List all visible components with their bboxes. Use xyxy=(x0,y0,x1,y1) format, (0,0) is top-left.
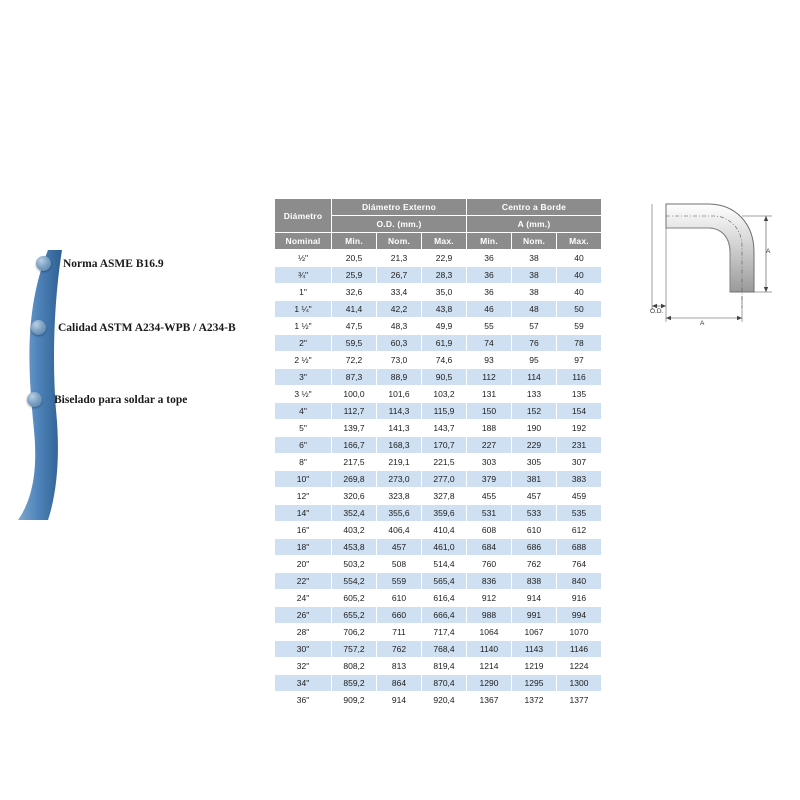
cell-value: 115,9 xyxy=(422,403,467,420)
cell-value: 190 xyxy=(512,420,557,437)
cell-value: 150 xyxy=(467,403,512,420)
cell-value: 143,7 xyxy=(422,420,467,437)
cell-value: 1300 xyxy=(557,675,602,692)
cell-value: 166,7 xyxy=(332,437,377,454)
cell-value: 764 xyxy=(557,556,602,573)
table-row xyxy=(275,284,602,301)
cell-value: 909,2 xyxy=(332,692,377,709)
cell-value: 112,7 xyxy=(332,403,377,420)
cell-value: 93 xyxy=(467,352,512,369)
cell-value: 914 xyxy=(512,590,557,607)
cell-value: 50 xyxy=(557,301,602,318)
cell-value: 684 xyxy=(467,539,512,556)
cell-value: 141,3 xyxy=(377,420,422,437)
cell-value: 303 xyxy=(467,454,512,471)
cell-nominal: 3" xyxy=(275,369,332,386)
cell-value: 1295 xyxy=(512,675,557,692)
table-row xyxy=(275,335,602,352)
cell-value: 859,2 xyxy=(332,675,377,692)
cell-value: 221,5 xyxy=(422,454,467,471)
cell-value: 1214 xyxy=(467,658,512,675)
header-unit-od: O.D. (mm.) xyxy=(332,216,467,233)
table-row xyxy=(275,658,602,675)
dimensions-table xyxy=(274,198,602,709)
cell-value: 836 xyxy=(467,573,512,590)
cell-value: 870,4 xyxy=(422,675,467,692)
cell-value: 840 xyxy=(557,573,602,590)
cell-value: 920,4 xyxy=(422,692,467,709)
cell-value: 57 xyxy=(512,318,557,335)
table-row xyxy=(275,675,602,692)
cell-value: 605,2 xyxy=(332,590,377,607)
header-col-a-nom: Nom. xyxy=(512,233,557,250)
cell-nominal: ¾" xyxy=(275,267,332,284)
table-row xyxy=(275,488,602,505)
cell-value: 74,6 xyxy=(422,352,467,369)
cell-nominal: 24" xyxy=(275,590,332,607)
cell-value: 359,6 xyxy=(422,505,467,522)
table-row xyxy=(275,420,602,437)
cell-value: 864 xyxy=(377,675,422,692)
cell-value: 508 xyxy=(377,556,422,573)
cell-value: 1224 xyxy=(557,658,602,675)
cell-value: 459 xyxy=(557,488,602,505)
header-unit-a: A (mm.) xyxy=(467,216,602,233)
cell-value: 1070 xyxy=(557,624,602,641)
cell-value: 43,8 xyxy=(422,301,467,318)
table-row xyxy=(275,573,602,590)
cell-value: 1140 xyxy=(467,641,512,658)
cell-value: 1219 xyxy=(512,658,557,675)
cell-value: 269,8 xyxy=(332,471,377,488)
cell-value: 76 xyxy=(512,335,557,352)
cell-value: 1290 xyxy=(467,675,512,692)
cell-value: 72,2 xyxy=(332,352,377,369)
header-col-a-min: Min. xyxy=(467,233,512,250)
cell-value: 55 xyxy=(467,318,512,335)
cell-value: 838 xyxy=(512,573,557,590)
table-row xyxy=(275,403,602,420)
bullet-label: Biselado para soldar a tope xyxy=(54,393,188,406)
cell-value: 457 xyxy=(377,539,422,556)
cell-nominal: 2" xyxy=(275,335,332,352)
table-row xyxy=(275,624,602,641)
cell-value: 40 xyxy=(557,284,602,301)
cell-nominal: 10" xyxy=(275,471,332,488)
cell-value: 95 xyxy=(512,352,557,369)
cell-value: 74 xyxy=(467,335,512,352)
cell-value: 114 xyxy=(512,369,557,386)
table-row xyxy=(275,522,602,539)
cell-value: 320,6 xyxy=(332,488,377,505)
elbow-90-technical-drawing xyxy=(648,196,778,336)
header-col-a-max: Max. xyxy=(557,233,602,250)
cell-value: 139,7 xyxy=(332,420,377,437)
cell-value: 101,6 xyxy=(377,386,422,403)
cell-value: 461,0 xyxy=(422,539,467,556)
cell-nominal: 20" xyxy=(275,556,332,573)
cell-value: 403,2 xyxy=(332,522,377,539)
cell-value: 25,9 xyxy=(332,267,377,284)
cell-value: 277,0 xyxy=(422,471,467,488)
cell-value: 610 xyxy=(377,590,422,607)
cell-value: 26,7 xyxy=(377,267,422,284)
cell-nominal: 2 ½" xyxy=(275,352,332,369)
cell-value: 381 xyxy=(512,471,557,488)
cell-value: 406,4 xyxy=(377,522,422,539)
cell-value: 305 xyxy=(512,454,557,471)
cell-value: 38 xyxy=(512,284,557,301)
cell-value: 531 xyxy=(467,505,512,522)
cell-nominal: 18" xyxy=(275,539,332,556)
cell-value: 103,2 xyxy=(422,386,467,403)
cell-value: 100,0 xyxy=(332,386,377,403)
cell-nominal: 30" xyxy=(275,641,332,658)
cell-nominal: 3 ½" xyxy=(275,386,332,403)
cell-value: 49,9 xyxy=(422,318,467,335)
cell-nominal: 34" xyxy=(275,675,332,692)
cell-nominal: 1 ¼" xyxy=(275,301,332,318)
cell-value: 38 xyxy=(512,250,557,267)
cell-value: 660 xyxy=(377,607,422,624)
cell-value: 1377 xyxy=(557,692,602,709)
cell-value: 131 xyxy=(467,386,512,403)
cell-value: 88,9 xyxy=(377,369,422,386)
cell-nominal: 1" xyxy=(275,284,332,301)
cell-value: 59 xyxy=(557,318,602,335)
bullet-dot-icon xyxy=(31,320,46,335)
cell-value: 916 xyxy=(557,590,602,607)
cell-value: 28,3 xyxy=(422,267,467,284)
dim-label-od: O.D. xyxy=(650,308,664,315)
cell-value: 78 xyxy=(557,335,602,352)
cell-value: 46 xyxy=(467,301,512,318)
cell-nominal: 12" xyxy=(275,488,332,505)
cell-value: 1143 xyxy=(512,641,557,658)
cell-value: 711 xyxy=(377,624,422,641)
header-col-od-max: Max. xyxy=(422,233,467,250)
cell-value: 217,5 xyxy=(332,454,377,471)
bullet-item-calidad xyxy=(31,320,236,335)
cell-value: 97 xyxy=(557,352,602,369)
header-col-od-nom: Nom. xyxy=(377,233,422,250)
cell-value: 36 xyxy=(467,267,512,284)
cell-value: 87,3 xyxy=(332,369,377,386)
cell-value: 47,5 xyxy=(332,318,377,335)
table-row xyxy=(275,352,602,369)
cell-value: 1146 xyxy=(557,641,602,658)
cell-value: 135 xyxy=(557,386,602,403)
cell-value: 41,4 xyxy=(332,301,377,318)
cell-nominal: 14" xyxy=(275,505,332,522)
table-row xyxy=(275,267,602,284)
cell-value: 610 xyxy=(512,522,557,539)
cell-value: 227 xyxy=(467,437,512,454)
cell-value: 114,3 xyxy=(377,403,422,420)
cell-value: 327,8 xyxy=(422,488,467,505)
cell-value: 533 xyxy=(512,505,557,522)
cell-value: 152 xyxy=(512,403,557,420)
cell-value: 410,4 xyxy=(422,522,467,539)
cell-value: 457 xyxy=(512,488,557,505)
cell-value: 1367 xyxy=(467,692,512,709)
cell-value: 90,5 xyxy=(422,369,467,386)
table-row xyxy=(275,437,602,454)
cell-value: 991 xyxy=(512,607,557,624)
cell-value: 379 xyxy=(467,471,512,488)
table-row xyxy=(275,471,602,488)
cell-value: 514,4 xyxy=(422,556,467,573)
cell-value: 323,8 xyxy=(377,488,422,505)
cell-value: 808,2 xyxy=(332,658,377,675)
cell-value: 994 xyxy=(557,607,602,624)
cell-value: 38 xyxy=(512,267,557,284)
cell-value: 48 xyxy=(512,301,557,318)
bullet-item-biselado xyxy=(27,392,187,407)
cell-value: 813 xyxy=(377,658,422,675)
cell-value: 352,4 xyxy=(332,505,377,522)
table-header-row-columns xyxy=(275,233,602,250)
cell-value: 188 xyxy=(467,420,512,437)
table-header-row-groups xyxy=(275,199,602,216)
cell-value: 453,8 xyxy=(332,539,377,556)
cell-value: 355,6 xyxy=(377,505,422,522)
cell-value: 192 xyxy=(557,420,602,437)
cell-value: 48,3 xyxy=(377,318,422,335)
cell-value: 35,0 xyxy=(422,284,467,301)
cell-value: 535 xyxy=(557,505,602,522)
table-row xyxy=(275,454,602,471)
header-centro-a-borde: Centro a Borde xyxy=(467,199,602,216)
cell-nominal: 1 ½" xyxy=(275,318,332,335)
cell-value: 717,4 xyxy=(422,624,467,641)
cell-value: 40 xyxy=(557,267,602,284)
cell-nominal: 28" xyxy=(275,624,332,641)
cell-nominal: 22" xyxy=(275,573,332,590)
cell-value: 655,2 xyxy=(332,607,377,624)
cell-value: 559 xyxy=(377,573,422,590)
cell-nominal: 5" xyxy=(275,420,332,437)
cell-value: 20,5 xyxy=(332,250,377,267)
header-col-nominal: Nominal xyxy=(275,233,332,250)
cell-nominal: 8" xyxy=(275,454,332,471)
cell-value: 59,5 xyxy=(332,335,377,352)
table-row xyxy=(275,607,602,624)
table-row xyxy=(275,318,602,335)
cell-value: 616,4 xyxy=(422,590,467,607)
cell-value: 60,3 xyxy=(377,335,422,352)
table-row xyxy=(275,590,602,607)
cell-value: 40 xyxy=(557,250,602,267)
table-row xyxy=(275,250,602,267)
cell-value: 168,3 xyxy=(377,437,422,454)
table-row xyxy=(275,386,602,403)
cell-value: 133 xyxy=(512,386,557,403)
cell-value: 608 xyxy=(467,522,512,539)
cell-nominal: 4" xyxy=(275,403,332,420)
cell-value: 503,2 xyxy=(332,556,377,573)
bullet-dot-icon xyxy=(36,256,51,271)
cell-value: 762 xyxy=(377,641,422,658)
table-row xyxy=(275,556,602,573)
cell-nominal: 36" xyxy=(275,692,332,709)
cell-value: 229 xyxy=(512,437,557,454)
table-row xyxy=(275,539,602,556)
cell-nominal: 26" xyxy=(275,607,332,624)
table-row xyxy=(275,505,602,522)
dim-label-a-vertical: A xyxy=(766,248,771,255)
bullet-label: Norma ASME B16.9 xyxy=(63,257,164,270)
cell-value: 455 xyxy=(467,488,512,505)
cell-value: 666,4 xyxy=(422,607,467,624)
cell-value: 565,4 xyxy=(422,573,467,590)
cell-value: 383 xyxy=(557,471,602,488)
cell-value: 688 xyxy=(557,539,602,556)
cell-value: 61,9 xyxy=(422,335,467,352)
bullet-item-norma xyxy=(36,256,164,271)
table-row xyxy=(275,369,602,386)
cell-value: 33,4 xyxy=(377,284,422,301)
cell-value: 231 xyxy=(557,437,602,454)
cell-value: 170,7 xyxy=(422,437,467,454)
cell-value: 112 xyxy=(467,369,512,386)
bullet-label: Calidad ASTM A234-WPB / A234-B xyxy=(58,321,236,334)
cell-value: 554,2 xyxy=(332,573,377,590)
cell-value: 307 xyxy=(557,454,602,471)
cell-value: 988 xyxy=(467,607,512,624)
cell-value: 686 xyxy=(512,539,557,556)
cell-value: 32,6 xyxy=(332,284,377,301)
table-row xyxy=(275,692,602,709)
left-illustration-panel xyxy=(0,180,260,540)
cell-value: 36 xyxy=(467,250,512,267)
cell-value: 22,9 xyxy=(422,250,467,267)
cell-value: 273,0 xyxy=(377,471,422,488)
dim-label-a-horizontal: A xyxy=(700,320,705,327)
cell-value: 612 xyxy=(557,522,602,539)
cell-value: 219,1 xyxy=(377,454,422,471)
header-diametro-externo: Diámetro Externo xyxy=(332,199,467,216)
cell-value: 73,0 xyxy=(377,352,422,369)
cell-nominal: 6" xyxy=(275,437,332,454)
blue-pipe-graphic xyxy=(18,250,64,520)
cell-nominal: 16" xyxy=(275,522,332,539)
cell-value: 760 xyxy=(467,556,512,573)
cell-value: 762 xyxy=(512,556,557,573)
cell-value: 706,2 xyxy=(332,624,377,641)
header-diametro: Diámetro xyxy=(275,199,332,233)
table-row xyxy=(275,301,602,318)
bullet-dot-icon xyxy=(27,392,42,407)
cell-value: 42,2 xyxy=(377,301,422,318)
table-row xyxy=(275,641,602,658)
cell-value: 768,4 xyxy=(422,641,467,658)
cell-value: 1372 xyxy=(512,692,557,709)
cell-value: 154 xyxy=(557,403,602,420)
cell-nominal: 32" xyxy=(275,658,332,675)
cell-nominal: ½" xyxy=(275,250,332,267)
cell-value: 36 xyxy=(467,284,512,301)
cell-value: 757,2 xyxy=(332,641,377,658)
cell-value: 116 xyxy=(557,369,602,386)
cell-value: 819,4 xyxy=(422,658,467,675)
cell-value: 21,3 xyxy=(377,250,422,267)
cell-value: 1067 xyxy=(512,624,557,641)
header-col-od-min: Min. xyxy=(332,233,377,250)
cell-value: 914 xyxy=(377,692,422,709)
cell-value: 1064 xyxy=(467,624,512,641)
cell-value: 912 xyxy=(467,590,512,607)
